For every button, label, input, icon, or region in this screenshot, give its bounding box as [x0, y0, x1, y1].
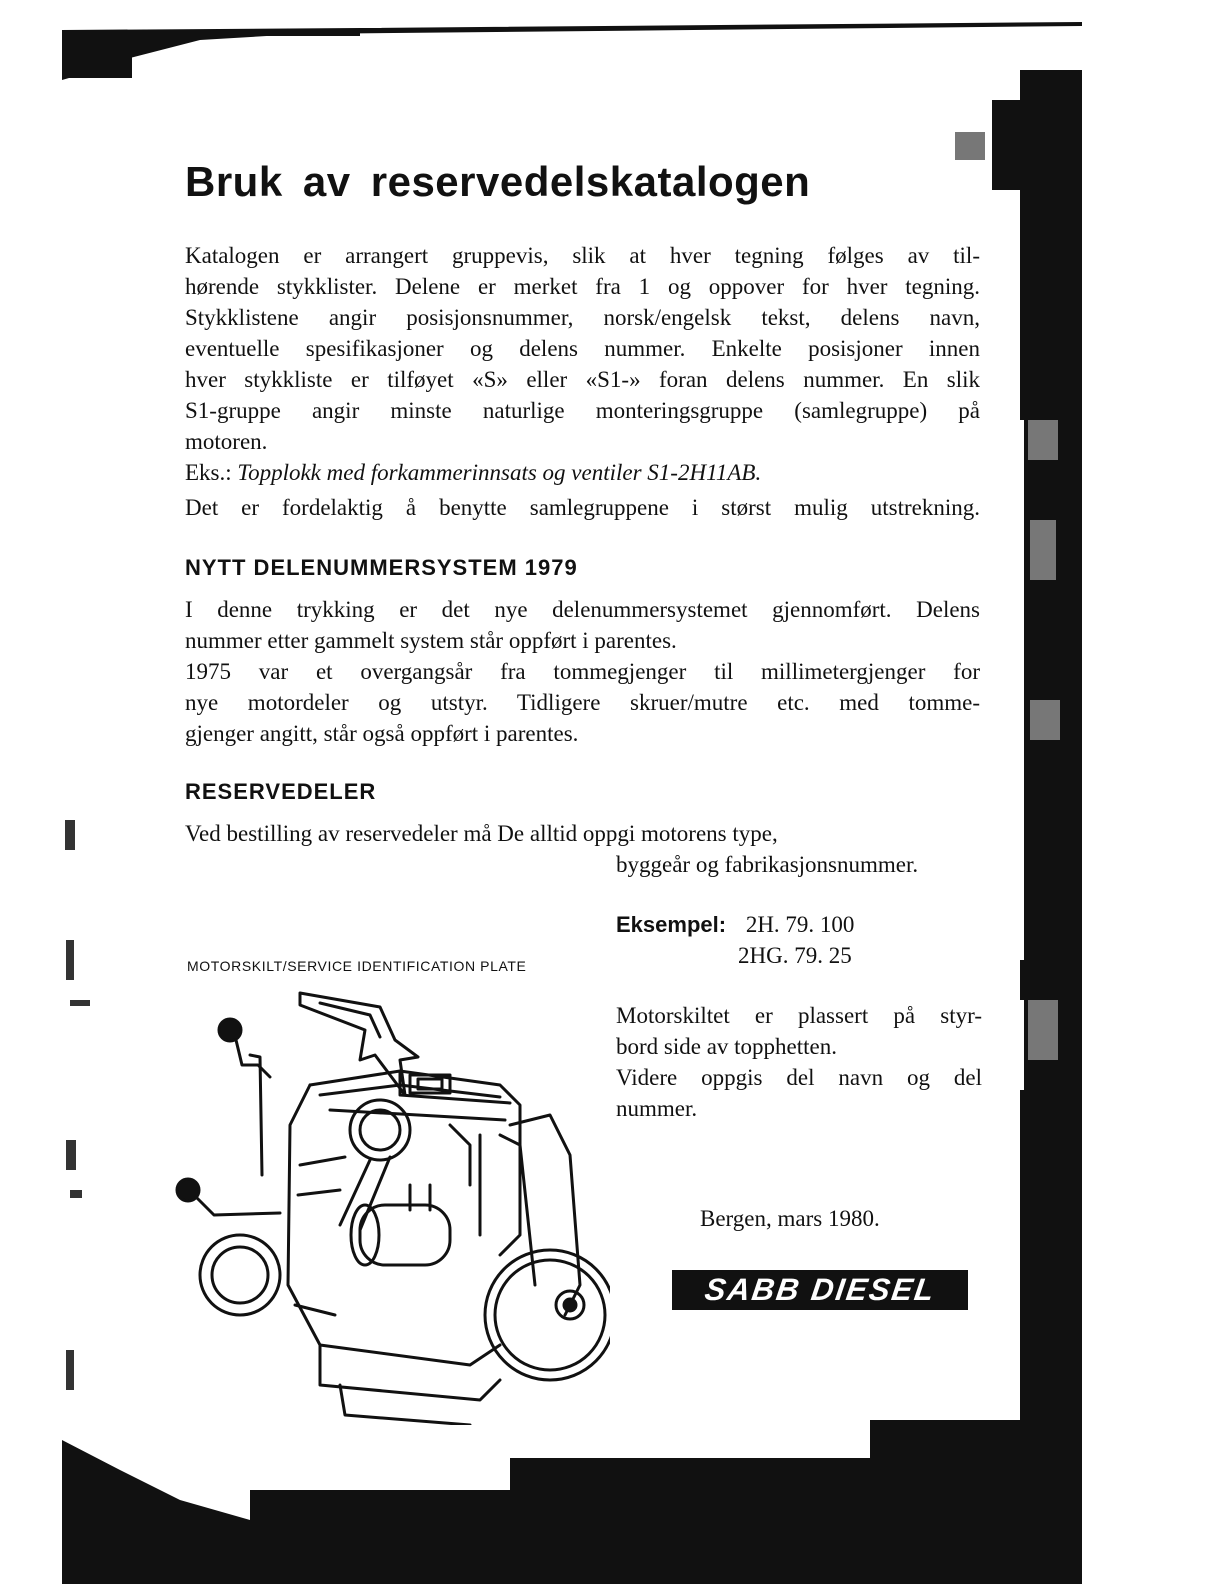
- engine-illustration: [170, 985, 610, 1425]
- partnumbers-line: nummer etter gammelt system står oppført i parentes.: [185, 628, 677, 653]
- intro-line: Stykklistene angir posisjonsnummer, norsk/engelsk tekst, delens navn,: [185, 305, 980, 330]
- partnumbers-line: 1975 var et overgangsår fra tommegjenger til millimetergjenger for: [185, 659, 980, 684]
- plate-info: [616, 1000, 982, 1124]
- example-value-1: 2H. 79. 100: [745, 912, 855, 937]
- intro-line: hørende stykklister. Delene er merket fra 1 og oppover for hver tegning.: [185, 274, 980, 299]
- example-text: Topplokk med forkammerinnsats og ventiler S1-2H11AB.: [237, 460, 762, 485]
- section-heading-spareparts: RESERVEDELER: [185, 779, 377, 804]
- partnumbers-line: I denne trykking er det nye delenummersystemet gjennomført. Delens: [185, 597, 980, 622]
- intro-line: Katalogen er arrangert gruppevis, slik at hver tegning følges av til-: [185, 243, 980, 268]
- intro-line: S1-gruppe angir minste naturlige monteringsgruppe (samlegruppe) på: [185, 398, 980, 423]
- closing-line: Det er fordelaktig å benytte samlegruppene i størst mulig utstrekning.: [185, 495, 980, 520]
- order-line-2: byggeår og fabrikasjonsnummer.: [616, 852, 919, 877]
- plate-line: nummer.: [616, 1096, 698, 1121]
- order-line: Ved bestilling av reservedeler må De alltid oppgi motorens type,: [185, 821, 778, 846]
- sabb-diesel-logo: [672, 1270, 968, 1310]
- date-line: Bergen, mars 1980.: [700, 1206, 880, 1231]
- partnumbers-line: gjenger angitt, står også oppført i parentes.: [185, 721, 579, 746]
- intro-line: hver stykkliste er tilføyet «S» eller «S1-» foran delens nummer. En slik: [185, 367, 980, 392]
- example-label: Eksempel:: [616, 912, 727, 937]
- page-title: Bruk av reservedelskatalogen: [185, 158, 811, 205]
- partnumbers-line: nye motordeler og utstyr. Tidligere skruer/mutre etc. med tomme-: [185, 690, 980, 715]
- partnumbers-paragraph: [185, 594, 980, 749]
- plate-line: bord side av topphetten.: [616, 1034, 838, 1059]
- figure-caption: MOTORSKILT/SERVICE IDENTIFICATION PLATE: [187, 958, 527, 974]
- plate-line: Videre oppgis del navn og del: [616, 1065, 982, 1090]
- example-value-2: 2HG. 79. 25: [738, 943, 852, 968]
- example-line: [185, 457, 980, 488]
- plate-line: Motorskiltet er plassert på styr-: [616, 1003, 982, 1028]
- section-heading-partnumbers: NYTT DELENUMMERSYSTEM 1979: [185, 555, 578, 580]
- example-block: [616, 909, 982, 971]
- example-prefix: Eks.:: [185, 460, 232, 485]
- logo-text: SABB DIESEL: [702, 1272, 938, 1307]
- intro-paragraph: [185, 240, 980, 523]
- intro-line: eventuelle spesifikasjoner og delens nummer. Enkelte posisjoner innen: [185, 336, 980, 361]
- intro-line: motoren.: [185, 429, 268, 454]
